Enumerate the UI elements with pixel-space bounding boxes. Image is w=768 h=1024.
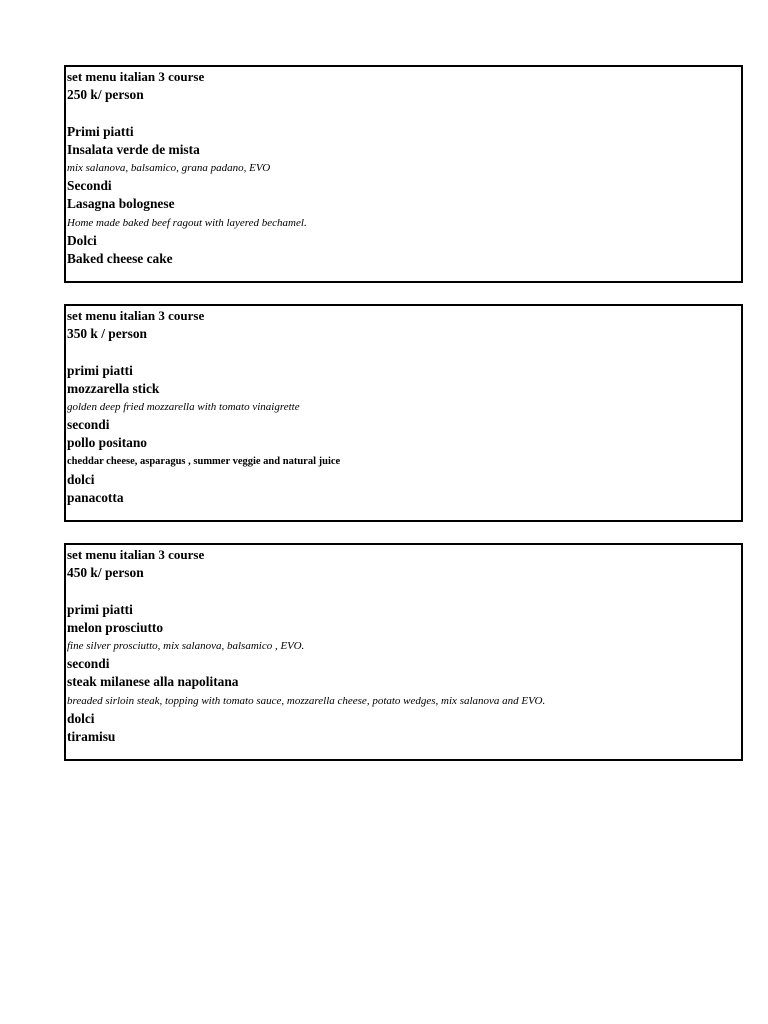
secondi-heading: secondi: [67, 656, 110, 672]
primi-description: mix salanova, balsamico, grana padano, EVO: [67, 161, 271, 174]
primi-dish: mozzarella stick: [67, 380, 160, 396]
primi-heading: Primi piatti: [67, 123, 134, 139]
spacer: [67, 343, 741, 361]
dolci-dish: Baked cheese cake: [67, 250, 173, 266]
secondi-dish: Lasagna bolognese: [67, 196, 175, 212]
menu-price: 350 k / person: [67, 326, 147, 342]
set-menu-card-250: [64, 65, 743, 283]
primi-dish: melon prosciutto: [67, 619, 164, 635]
set-menu-card-350: [64, 304, 743, 522]
primi-description: golden deep fried mozzarella with tomato vinaigrette: [67, 400, 300, 413]
primi-description: fine silver prosciutto, mix salanova, balsamico , EVO.: [67, 639, 305, 652]
dolci-heading: Dolci: [67, 232, 97, 248]
secondi-dish: steak milanese alla napolitana: [67, 674, 239, 690]
secondi-description: cheddar cheese, asparagus , summer veggie and natural juice: [67, 455, 341, 467]
secondi-heading: Secondi: [67, 178, 112, 194]
primi-heading: primi piatti: [67, 362, 133, 378]
menu-title: set menu italian 3 course: [67, 547, 205, 562]
primi-dish: Insalata verde de mista: [67, 141, 200, 157]
secondi-description: breaded sirloin steak, topping with tomato sauce, mozzarella cheese, potato wedges, mix salanova and EVO.: [67, 694, 546, 707]
dolci-dish: panacotta: [67, 489, 124, 505]
menu-title: set menu italian 3 course: [67, 308, 205, 323]
primi-heading: primi piatti: [67, 601, 133, 617]
menu-price: 250 k/ person: [67, 87, 144, 103]
set-menu-card-450: [64, 543, 743, 761]
dolci-heading: dolci: [67, 471, 95, 487]
menu-price: 450 k/ person: [67, 565, 144, 581]
secondi-description: Home made baked beef ragout with layered bechamel.: [67, 216, 307, 229]
spacer: [67, 104, 741, 122]
menu-title: set menu italian 3 course: [67, 69, 205, 84]
secondi-dish: pollo positano: [67, 435, 147, 451]
secondi-heading: secondi: [67, 417, 110, 433]
dolci-heading: dolci: [67, 710, 95, 726]
dolci-dish: tiramisu: [67, 728, 116, 744]
spacer: [67, 582, 741, 600]
